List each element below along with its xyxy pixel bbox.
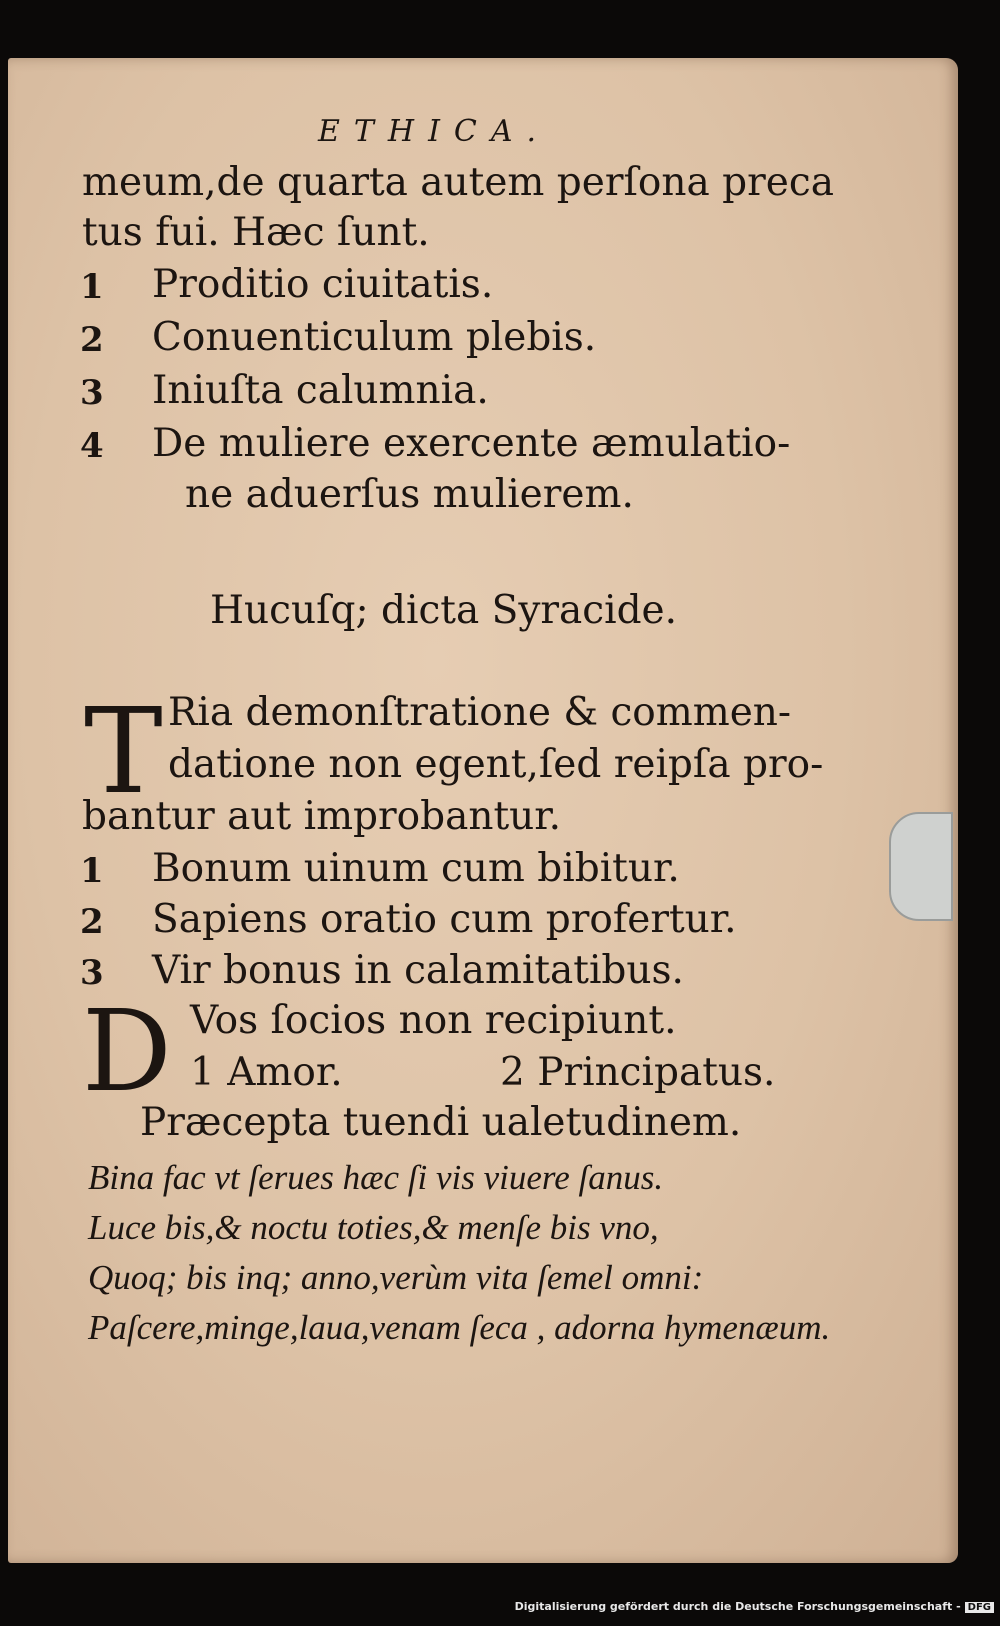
list1-item-1: Proditio ciuitatis. bbox=[152, 262, 494, 307]
page-clip-tab bbox=[889, 812, 953, 921]
section-heading: Hucuſq; dicta Syracide. bbox=[210, 588, 678, 633]
list1-number-1: 1 bbox=[80, 267, 104, 307]
list2-number-3: 3 bbox=[80, 953, 104, 993]
dfg-logo: DFG bbox=[965, 1602, 994, 1613]
verse-line-3: Quoq; bis inq; anno,verùm vita ſemel omni: bbox=[88, 1258, 704, 1297]
list1-number-4: 4 bbox=[80, 426, 104, 466]
verse-line-1: Bina fac vt ſerues hæc ſi vis viuere ſanus. bbox=[88, 1158, 664, 1197]
list2-item-1: Bonum uinum cum bibitur. bbox=[152, 846, 680, 891]
intro-line-1: meum,de quarta autem perſona preca bbox=[82, 160, 834, 205]
praecepta-heading: Præcepta tuendi ualetudinem. bbox=[140, 1100, 742, 1145]
dropcap-d: D bbox=[82, 987, 172, 1117]
para3-item-1: 1 Amor. bbox=[190, 1050, 343, 1095]
list2-item-3: Vir bonus in calamitatibus. bbox=[152, 948, 684, 993]
verse-line-4: Paſcere,minge,laua,venam ſeca , adorna hymenæum. bbox=[88, 1308, 831, 1347]
verse-line-2: Luce bis,& noctu toties,& menſe bis vno, bbox=[88, 1208, 659, 1247]
dropcap-t: T bbox=[84, 682, 163, 820]
para2-line-3: bantur aut improbantur. bbox=[82, 794, 562, 839]
digitization-footer bbox=[0, 1600, 994, 1613]
para3-item-2: 2 Principatus. bbox=[500, 1050, 776, 1095]
list1-item-2: Conuenticulum plebis. bbox=[152, 315, 597, 360]
list1-item-3: Iniuſta calumnia. bbox=[152, 368, 489, 413]
running-head: ETHICA. bbox=[318, 114, 551, 149]
list1-item-4: De muliere exercente æmulatio- bbox=[152, 421, 791, 466]
para2-line-1: Ria demonſtratione & commen- bbox=[168, 690, 792, 735]
para2-line-2: datione non egent,ſed reipſa pro- bbox=[168, 742, 824, 787]
list1-number-2: 2 bbox=[80, 320, 104, 360]
intro-line-2: tus fui. Hæc ſunt. bbox=[82, 210, 430, 255]
list1-item-4-continuation: ne aduerſus mulierem. bbox=[185, 472, 634, 517]
para3-line-1: Vos ſocios non recipiunt. bbox=[190, 998, 677, 1043]
list1-number-3: 3 bbox=[80, 373, 104, 413]
list2-number-2: 2 bbox=[80, 902, 104, 942]
list2-item-2: Sapiens oratio cum profertur. bbox=[152, 897, 737, 942]
list2-number-1: 1 bbox=[80, 851, 104, 891]
footer-text: Digitalisierung gefördert durch die Deutsche Forschungsgemeinschaft - bbox=[514, 1600, 961, 1613]
